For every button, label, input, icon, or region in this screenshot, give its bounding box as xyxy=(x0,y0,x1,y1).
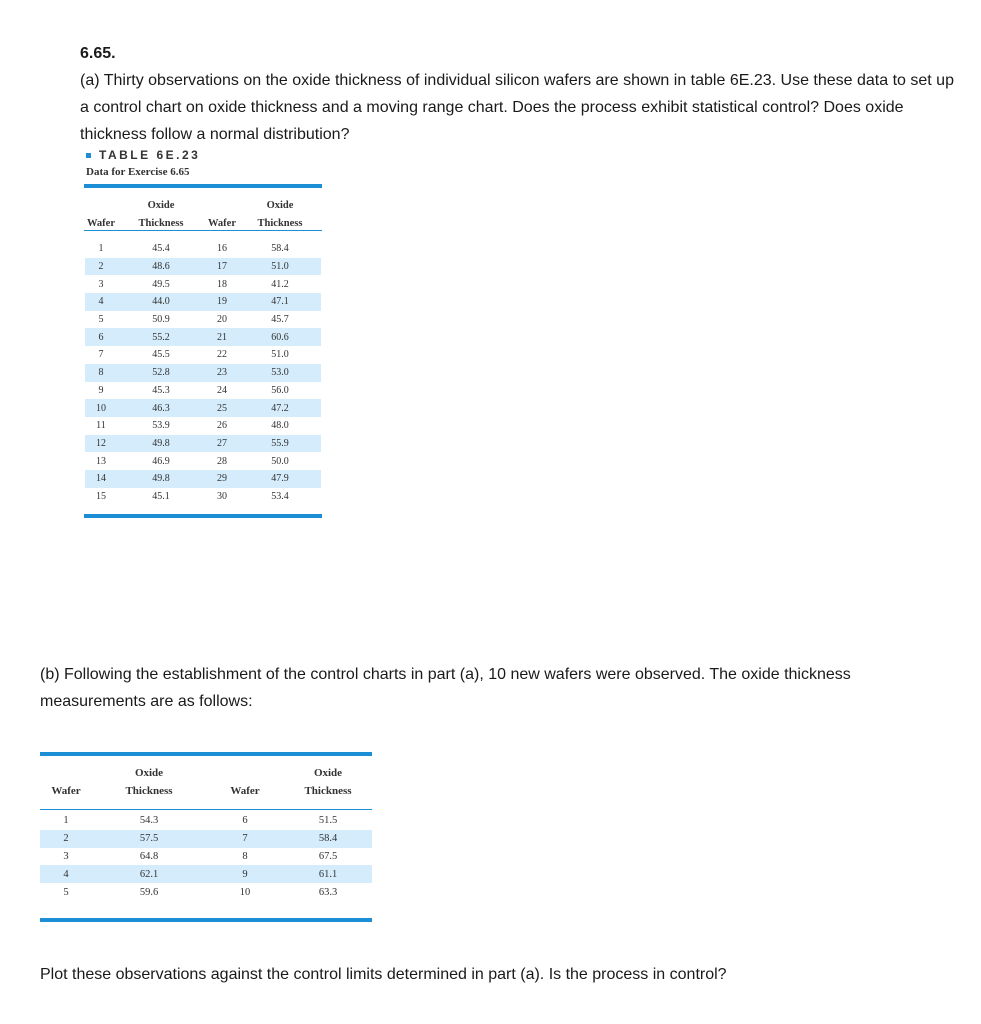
table1-body xyxy=(85,240,321,505)
wafer-cell: 23 xyxy=(205,364,239,382)
table-row xyxy=(85,364,321,382)
table2-header-wafer-1: Wafer xyxy=(51,785,81,797)
thickness-cell: 62.1 xyxy=(92,865,206,883)
wafer-cell: 30 xyxy=(217,490,227,502)
wafer-cell: 2 xyxy=(85,258,117,276)
wafer-cell: 6 xyxy=(85,328,117,346)
thickness-cell: 41.2 xyxy=(271,278,289,290)
wafer-cell: 4 xyxy=(85,293,117,311)
table-row xyxy=(85,435,321,453)
thickness-cell: 60.6 xyxy=(239,328,321,346)
thickness-cell: 47.1 xyxy=(239,293,321,311)
thickness-cell: 44.0 xyxy=(117,293,205,311)
table-row xyxy=(85,417,321,435)
table1-header-thickness-2: Thickness xyxy=(257,218,303,229)
wafer-cell: 16 xyxy=(217,243,227,255)
table1-header-thickness-1: Thickness xyxy=(138,218,184,229)
table1-bottom-rule xyxy=(84,514,322,518)
wafer-cell: 10 xyxy=(85,399,117,417)
thickness-cell: 50.0 xyxy=(271,455,289,467)
wafer-cell: 22 xyxy=(217,349,227,361)
thickness-cell: 47.2 xyxy=(239,399,321,417)
wafer-cell: 1 xyxy=(98,243,104,255)
table2-header-gap xyxy=(40,798,372,812)
question-number: 6.65. xyxy=(80,45,116,62)
table2-header-thickness-1: Thickness xyxy=(125,785,173,797)
table2-header-oxide-1: Oxide xyxy=(134,767,164,779)
table-row xyxy=(85,258,321,276)
thickness-cell: 58.4 xyxy=(271,243,289,255)
thickness-cell: 61.1 xyxy=(284,865,372,883)
table1-header-gap xyxy=(85,230,321,240)
wafer-cell: 3 xyxy=(63,850,69,862)
table1-header-oxide-2: Oxide xyxy=(266,200,294,211)
table-row xyxy=(85,328,321,346)
wafer-cell: 13 xyxy=(96,455,106,467)
table1-header-wafer-2: Wafer xyxy=(208,218,236,229)
table2-header-blank xyxy=(206,766,284,780)
table-row xyxy=(85,399,321,417)
table2-header-oxide-2: Oxide xyxy=(313,767,343,779)
thickness-cell: 63.3 xyxy=(318,886,338,898)
thickness-cell: 46.9 xyxy=(152,455,170,467)
wafer-cell: 2 xyxy=(40,830,92,848)
table2-body xyxy=(40,812,372,901)
thickness-cell: 45.5 xyxy=(152,349,170,361)
table-row xyxy=(40,812,372,830)
table-row xyxy=(85,488,321,506)
wafer-cell: 24 xyxy=(217,384,227,396)
table-row xyxy=(85,452,321,470)
thickness-cell: 49.5 xyxy=(152,278,170,290)
table2-bottom-rule xyxy=(40,918,372,922)
thickness-cell: 55.9 xyxy=(239,435,321,453)
thickness-cell: 59.6 xyxy=(139,886,159,898)
bullet-square-icon xyxy=(86,153,91,158)
table1-header-blank xyxy=(205,198,239,212)
thickness-cell: 51.5 xyxy=(318,815,338,827)
table-row xyxy=(85,240,321,258)
table-row xyxy=(85,293,321,311)
thickness-cell: 53.4 xyxy=(271,490,289,502)
table-row xyxy=(85,382,321,400)
thickness-cell: 55.2 xyxy=(117,328,205,346)
thickness-cell: 67.5 xyxy=(318,850,338,862)
wafer-cell: 9 xyxy=(98,384,104,396)
thickness-cell: 46.3 xyxy=(117,399,205,417)
table1 xyxy=(85,198,321,505)
wafer-cell: 21 xyxy=(205,328,239,346)
table2-header-blank xyxy=(40,766,92,780)
wafer-cell: 12 xyxy=(85,435,117,453)
wafer-cell: 25 xyxy=(205,399,239,417)
table2-header-thickness-2: Thickness xyxy=(304,785,352,797)
part-b-text: (b) Following the establishment of the control charts in part (a), 10 new wafers were observed. The oxide thickness measurements are as follows: xyxy=(40,666,851,710)
part-a-text: (a) Thirty observations on the oxide thickness of individual silicon wafers are shown in table 6E.23. Use these data to set up a control chart on oxide thickness and a moving range chart. Does the process exhibit statistical control? Does oxide thickness follow a normal distribution? xyxy=(80,72,954,143)
wafer-cell: 6 xyxy=(242,815,248,827)
thickness-cell: 49.8 xyxy=(117,435,205,453)
thickness-cell: 47.9 xyxy=(239,470,321,488)
thickness-cell: 45.3 xyxy=(152,384,170,396)
thickness-cell: 45.1 xyxy=(152,490,170,502)
wafer-cell: 1 xyxy=(63,815,69,827)
wafer-cell: 8 xyxy=(242,850,248,862)
wafer-cell: 17 xyxy=(205,258,239,276)
table2 xyxy=(40,766,372,901)
wafer-cell: 11 xyxy=(96,420,106,432)
table2-top-rule xyxy=(40,752,372,756)
thickness-cell: 64.8 xyxy=(139,850,159,862)
wafer-cell: 10 xyxy=(239,886,251,898)
wafer-cell: 15 xyxy=(96,490,106,502)
wafer-cell: 5 xyxy=(63,886,69,898)
wafer-cell: 7 xyxy=(98,349,104,361)
thickness-cell: 49.8 xyxy=(117,470,205,488)
wafer-cell: 5 xyxy=(98,314,104,326)
wafer-cell: 8 xyxy=(85,364,117,382)
table1-header-blank xyxy=(85,198,117,212)
wafer-cell: 29 xyxy=(205,470,239,488)
wafer-cell: 9 xyxy=(206,865,284,883)
wafer-cell: 3 xyxy=(98,278,104,290)
table-row xyxy=(85,311,321,329)
thickness-cell: 45.4 xyxy=(152,243,170,255)
table1-header-oxide-1: Oxide xyxy=(147,200,175,211)
thickness-cell: 52.8 xyxy=(117,364,205,382)
table1-caption: Data for Exercise 6.65 xyxy=(86,166,190,178)
wafer-cell: 20 xyxy=(217,314,227,326)
table1-title xyxy=(86,148,200,162)
thickness-cell: 57.5 xyxy=(92,830,206,848)
thickness-cell: 56.0 xyxy=(271,384,289,396)
part-c-text: Plot these observations against the control limits determined in part (a). Is the process in control? xyxy=(40,966,727,983)
thickness-cell: 58.4 xyxy=(284,830,372,848)
wafer-cell: 4 xyxy=(40,865,92,883)
wafer-cell: 7 xyxy=(206,830,284,848)
wafer-cell: 27 xyxy=(205,435,239,453)
table-row xyxy=(85,275,321,293)
thickness-cell: 54.3 xyxy=(139,815,159,827)
wafer-cell: 28 xyxy=(217,455,227,467)
table1-title-text: TABLE 6E.23 xyxy=(99,148,201,162)
table2-header-wafer-2: Wafer xyxy=(230,785,260,797)
wafer-cell: 26 xyxy=(217,420,227,432)
table-row xyxy=(85,346,321,364)
thickness-cell: 48.6 xyxy=(117,258,205,276)
table-row xyxy=(40,848,372,866)
table1-header-wafer-1: Wafer xyxy=(87,218,115,229)
table-row xyxy=(40,830,372,848)
thickness-cell: 53.9 xyxy=(152,420,170,432)
thickness-cell: 45.7 xyxy=(271,314,289,326)
table-row xyxy=(40,883,372,901)
thickness-cell: 48.0 xyxy=(271,420,289,432)
thickness-cell: 51.0 xyxy=(271,349,289,361)
wafer-cell: 14 xyxy=(85,470,117,488)
table-row xyxy=(40,865,372,883)
wafer-cell: 19 xyxy=(205,293,239,311)
table1-top-rule xyxy=(84,184,322,188)
wafer-cell: 18 xyxy=(217,278,227,290)
thickness-cell: 50.9 xyxy=(152,314,170,326)
thickness-cell: 53.0 xyxy=(239,364,321,382)
table-row xyxy=(85,470,321,488)
thickness-cell: 51.0 xyxy=(239,258,321,276)
